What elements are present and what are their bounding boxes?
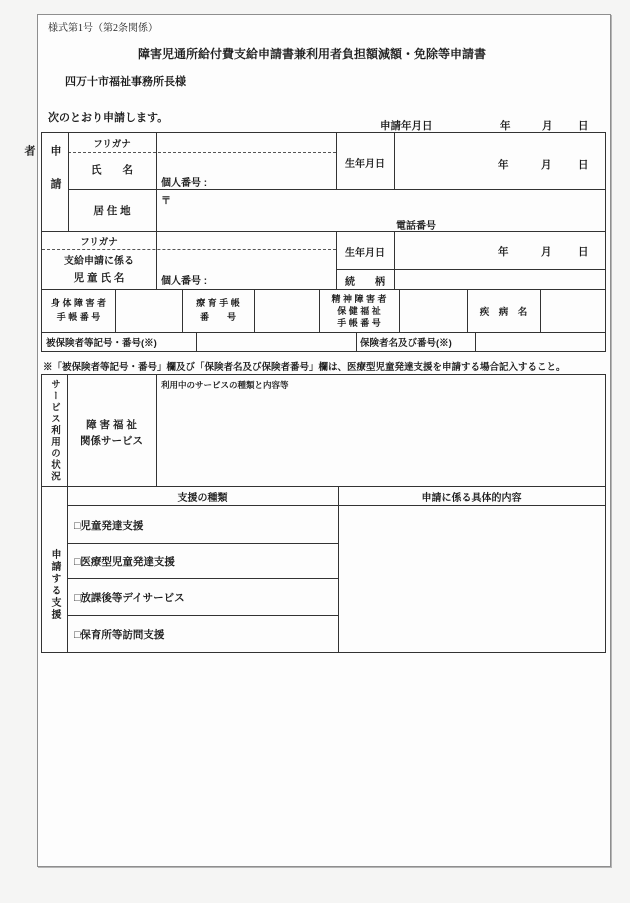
addressee: 四万十市福祉事務所長様 — [65, 76, 186, 88]
support-section-label: 申請する支援 — [49, 549, 60, 621]
child-relationship-field[interactable] — [395, 270, 605, 288]
application-date-month-label: 月 — [542, 120, 553, 132]
intro-text: 次のとおり申請します。 — [48, 112, 169, 124]
application-date-label: 申請年月日 — [380, 120, 433, 132]
applicant-month-label: 月 — [541, 159, 552, 171]
applicant-birthdate-label: 生年月日 — [345, 159, 385, 170]
mental-handbook-label-line1: 精 神 障 害 者 — [331, 294, 387, 304]
child-relationship-label: 続 柄 — [345, 277, 385, 288]
checkbox-medical-child-development-support[interactable]: □ — [74, 556, 81, 568]
applicant-phone-field[interactable] — [440, 215, 604, 230]
applicant-personal-number-label: 個人番号 : — [161, 178, 208, 189]
physical-handbook-label-line1: 身 体 障 害 者 — [50, 298, 106, 308]
rehab-handbook-number-field[interactable] — [255, 290, 318, 331]
applicant-year-label: 年 — [498, 159, 509, 171]
support-item-label: 放課後等デイサービス — [80, 592, 185, 604]
support-detail-field[interactable] — [339, 506, 605, 652]
applicant-day-label: 日 — [578, 159, 589, 171]
child-personal-number-label: 個人番号 : — [161, 276, 208, 287]
insurance-note: ※「被保険者等記号・番号」欄及び「保険者名及び保険者番号」欄は、医療型児童発達支援を申請する場合記入すること。 — [43, 362, 566, 373]
support-detail-header: 申請に係る具体的内容 — [421, 493, 522, 504]
application-date-day-label: 日 — [578, 120, 589, 132]
support-item-row — [74, 590, 185, 605]
application-date-year-label: 年 — [500, 120, 511, 132]
postal-mark: 〒 — [161, 196, 171, 207]
support-item-row — [74, 518, 143, 533]
checkbox-child-development-support[interactable]: □ — [74, 520, 81, 532]
applicant-address-label: 居 住 地 — [93, 205, 131, 217]
mental-handbook-label-line2: 保 健 福 祉 — [337, 306, 381, 316]
checkbox-afterschool-day-service[interactable]: □ — [74, 592, 81, 604]
support-item-row — [74, 554, 175, 569]
child-name-field[interactable] — [157, 250, 335, 269]
support-item-label: 医療型児童発達支援 — [80, 556, 175, 568]
physical-handbook-number-field[interactable] — [116, 290, 181, 331]
support-item-label: 児童発達支援 — [80, 520, 144, 532]
child-furigana-label: フリガナ — [80, 237, 118, 248]
child-furigana-field[interactable] — [157, 231, 335, 249]
rehab-handbook-label-line1: 療 育 手 帳 — [196, 298, 240, 308]
mental-handbook-label-line3: 手 帳 番 号 — [337, 318, 381, 328]
checkbox-nursery-visit-support[interactable]: □ — [74, 629, 81, 641]
insured-number-label: 被保険者等記号・番号(※) — [46, 338, 157, 349]
page-title: 障害児通所給付費支給申請書兼利用者負担額減額・免除等申請書 — [137, 47, 486, 61]
child-birthdate-label: 生年月日 — [345, 248, 385, 259]
applicant-section-label: 申請者 — [23, 145, 61, 211]
mental-handbook-number-field[interactable] — [400, 290, 466, 331]
child-year-label: 年 — [498, 246, 509, 258]
child-day-label: 日 — [578, 246, 589, 258]
insured-number-field[interactable] — [197, 333, 355, 350]
applicant-info-table — [23, 132, 606, 352]
service-category-label-line2: 関係サービス — [80, 435, 143, 447]
insurer-label: 保険者名及び番号(※) — [360, 338, 452, 349]
disease-name-label: 疾 病 名 — [479, 307, 528, 318]
child-birthdate-field[interactable] — [395, 231, 605, 268]
applicant-phone-label: 電話番号 — [396, 221, 436, 232]
support-item-row — [74, 627, 164, 642]
applicant-furigana-label: フリガナ — [93, 139, 131, 150]
grid-line — [356, 332, 357, 351]
support-item-label: 保育所等訪問支援 — [80, 629, 165, 641]
service-description-field[interactable] — [157, 391, 605, 485]
support-type-header: 支援の種類 — [177, 493, 228, 504]
grid-line — [67, 543, 338, 544]
grid-line — [67, 578, 338, 579]
grid-line — [67, 615, 338, 616]
disease-name-field[interactable] — [541, 290, 604, 331]
service-support-table — [41, 374, 606, 653]
child-name-label-line1: 支給申請に係る — [64, 256, 134, 267]
grid-line — [42, 486, 605, 487]
insurer-field[interactable] — [476, 333, 604, 350]
service-usage-section-label: サービス利用の状況 — [49, 379, 60, 483]
physical-handbook-label-line2: 手 帳 番 号 — [56, 312, 101, 322]
applicant-address-field[interactable] — [172, 190, 605, 215]
child-personal-number-field[interactable] — [214, 270, 334, 287]
child-month-label: 月 — [541, 246, 552, 258]
applicant-furigana-field[interactable] — [157, 133, 335, 152]
rehab-handbook-label-line2: 番 号 — [199, 312, 236, 322]
service-category-label-line1: 障 害 福 祉 — [86, 419, 137, 431]
form-number: 様式第1号（第2条関係） — [48, 23, 158, 34]
applicant-birthdate-field[interactable] — [395, 133, 605, 188]
service-content-header: 利用中のサービスの種類と内容等 — [161, 380, 289, 390]
applicant-personal-number-field[interactable] — [214, 172, 334, 188]
applicant-name-field[interactable] — [157, 153, 335, 172]
application-date-field[interactable] — [438, 115, 598, 131]
child-name-label-line2: 児 童 氏 名 — [73, 272, 125, 284]
form-page — [23, 14, 611, 867]
applicant-name-label: 氏 名 — [91, 164, 133, 176]
